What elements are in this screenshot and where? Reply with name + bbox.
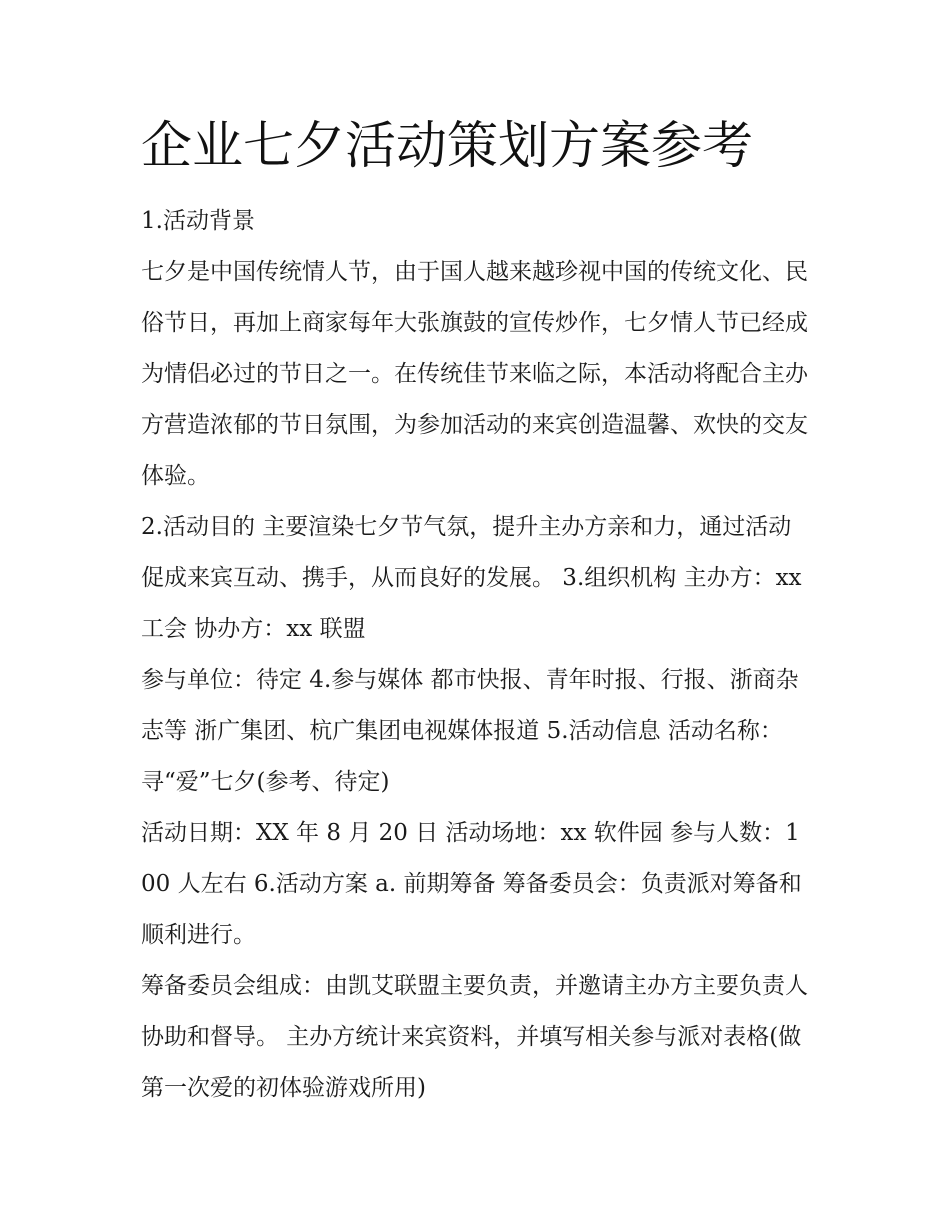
section-heading-background: 1.活动背景: [141, 208, 255, 234]
paragraph-purpose-organization: 2.活动目的 主要渲染七夕节气氛，提升主办方亲和力，通过活动促成来宾互动、携手，从而良好的发展。 3.组织机构 主办方：xx 工会 协办方：xx 联盟: [141, 514, 802, 642]
paragraph-date-plan: 活动日期：XX 年 8 月 20 日 活动场地：xx 软件园 参与人数：100 人左右 6.活动方案 a. 前期筹备 筹备委员会：负责派对筹备和顺利进行。: [141, 820, 802, 948]
document-title: 企业七夕活动策划方案参考: [141, 117, 754, 176]
paragraph-background: 七夕是中国传统情人节，由于国人越来越珍视中国的传统文化、民俗节日，再加上商家每年大张旗鼓的宣传炒作，七夕情人节已经成为情侣必过的节日之一。在传统佳节来临之际，本活动将配合主办方营造浓郁的节日氛围，为参加活动的来宾创造温馨、欢快的交友体验。: [141, 259, 808, 489]
paragraph-media-info: 参与单位：待定 4.参与媒体 都市快报、青年时报、行报、浙商杂志等 浙广集团、杭广集团电视媒体报道 5.活动信息 活动名称：寻“爱”七夕(参考、待定): [141, 667, 799, 795]
document-body: [141, 196, 813, 1114]
paragraph-committee: 筹备委员会组成：由凯艾联盟主要负责，并邀请主办方主要负责人协助和督导。 主办方统计来宾资料，并填写相关参与派对表格(做第一次爱的初体验游戏所用): [141, 973, 808, 1101]
